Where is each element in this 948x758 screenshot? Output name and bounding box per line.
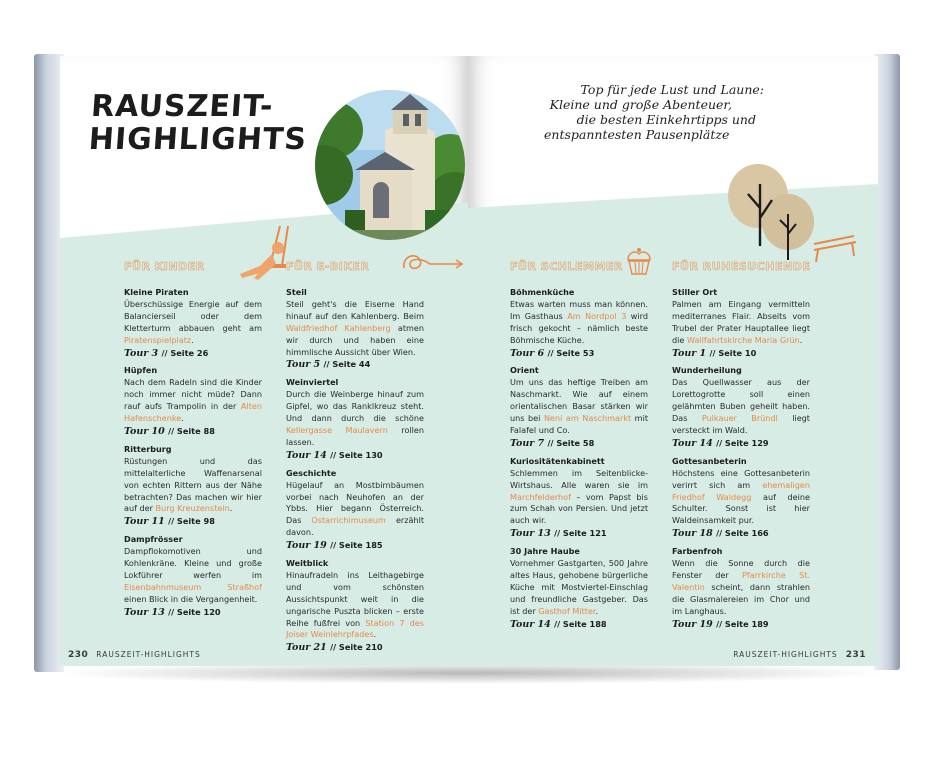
list-item [286,468,424,552]
left-page [60,56,468,666]
cupcake-icon [624,246,654,276]
entry-text: Etwas warten muss man können. Im Gasthaus Am Nordpol 3 wird frisch gekocht – nämlich beste Böhmische Küche. [510,298,648,345]
tour-reference: Tour 13 // Seite 120 [124,606,221,618]
column-kinder [124,283,262,619]
entry-text: Nach dem Radeln sind die Kinder noch immer nicht müde? Dann rauf aufs Trampolin in der Alten Hafenschenke. [124,377,262,424]
title-line-2: HIGHLIGHTS [87,122,309,157]
entry-title: Orient [510,365,539,376]
entry-text: Vornehmer Gastgarten, 500 Jahre altes Haus, gehobene bürgerliche Küche mit Mostviertel-Einschlag und freundliche Gastgeber. Das ist der Gasthof Mitter. [510,558,648,616]
place-link: Kellergasse Maulavern [286,424,388,435]
swing-child-icon [220,226,300,286]
right-page [468,56,878,666]
bicycle-swirl-icon [400,246,466,276]
list-item [510,365,648,449]
running-head-left: RAUSZEIT-HIGHLIGHTS [96,650,201,659]
page-title [88,90,311,156]
list-item [672,287,810,359]
list-item [124,534,262,618]
title-line-1: RAUSZEIT- [89,89,275,124]
list-item [124,444,262,528]
column-schlemmer [510,283,648,630]
tour-reference: Tour 3 // Seite 26 [124,347,209,359]
place-link: Alten Hafenschenke [124,401,262,424]
place-link: Eisenbahnmuseum Straßhof [124,581,262,592]
place-link: Marchfelderhof [510,491,571,502]
trees-bench-icon [726,164,876,274]
tagline [544,82,764,142]
tagline-line: Kleine und große Abenteuer, [549,97,732,112]
place-link: Station 7 des Joiser Weinlehrpfades [286,617,425,640]
column-heading-kinder: FÜR KINDER [124,260,205,273]
page-number-right: 231 [845,650,866,660]
page-number-left: 230 [68,650,89,660]
page-footer-right [733,650,874,660]
entry-text: Wenn die Sonne durch die Fenster der Pfarrkirche St. Valentin scheint, dann strahlen die Glasmalereien im Chor und im Langhaus. [672,558,810,616]
entry-title: Geschichte [286,467,337,478]
tour-reference: Tour 18 // Seite 166 [672,528,769,540]
list-item [510,287,648,359]
place-link: Am Nordpol 3 [567,310,627,321]
tour-reference: Tour 19 // Seite 189 [672,618,769,630]
tour-reference: Tour 14 // Seite 188 [510,618,607,630]
entry-title: Ritterburg [124,443,172,454]
tour-reference: Tour 19 // Seite 185 [286,540,383,552]
list-item [124,287,262,359]
list-item [510,456,648,540]
entry-title: Wunderheilung [672,365,742,376]
column-heading-schlemmer: FÜR SCHLEMMER [510,260,623,273]
column-heading-ebiker: FÜR E-BIKER [286,260,370,273]
entry-title: Böhmenküche [510,287,575,297]
tour-reference: Tour 6 // Seite 53 [510,347,595,359]
church-photo [315,90,465,240]
list-item [672,546,810,630]
entry-title: Weitblick [286,558,329,569]
entry-text: Überschüssige Energie auf dem Balancierseil oder dem Kletterturm abbauen geht am Piratenspielplatz. [124,298,262,345]
list-item [124,365,262,437]
tour-reference: Tour 14 // Seite 130 [286,449,383,461]
entry-text: Dampflokomotiven und Kohlenkräne. Kleine und große Lokführer werfen im Eisenbahnmuseum Straßhof einen Blick in die Vergangenheit. [124,546,262,604]
running-head-right: RAUSZEIT-HIGHLIGHTS [733,650,838,659]
entry-title: 30 Jahre Haube [510,546,580,557]
entry-title: Kuriositätenkabinett [510,455,605,466]
entry-title: Farbenfroh [672,546,723,557]
entry-text: Steil geht's die Eiserne Hand hinauf auf den Kahlenberg. Beim Waldfriedhof Kahlenberg atmen wir durch und haben eine himmlische Aussicht über Wien. [286,298,425,357]
column-ruhesuchende [672,283,810,630]
entry-text: Schlemmen im Seitenblicke-Wirtshaus. Alle waren sie im Marchfelderhof – vom Papst bis zum Schah von Persien. Und jetzt auch wir. [510,467,648,526]
place-link: Gasthof Mitter [538,605,596,616]
place-link: ehemaligen Friedhof Waldegg [672,479,810,502]
tagline-line: entspanntesten Pausenplätze [544,127,730,142]
tour-reference: Tour 21 // Seite 210 [286,642,383,654]
list-item [510,546,648,630]
tagline-line: Top für jede Lust und Laune: [580,82,764,97]
column-ebiker [286,283,424,654]
entry-title: Hüpfen [124,365,158,376]
place-link: Piratenspielplatz [124,334,192,345]
list-item [286,558,424,654]
entry-text: Hügelauf an Mostbirnbäumen vorbei nach Neuhofen an der Ybbs. Hier begann Österreich. Das Ostarrichimuseum erzählt davon. [286,479,425,538]
list-item [286,377,424,461]
place-link: Pfarrkirche St. Valentin [672,569,810,592]
tagline-line: die besten Einkehrtipps und [576,112,756,127]
church-photo-image [315,90,465,240]
tour-reference: Tour 7 // Seite 58 [510,437,595,449]
page-footer-left [60,650,201,660]
tour-reference: Tour 10 // Seite 88 [124,425,215,437]
place-link: Pulkauer Bründl [701,413,778,424]
list-item [672,456,810,540]
entry-title: Weinviertel [286,377,339,388]
entry-title: Gottesanbeterin [672,455,747,466]
entry-text: Palmen am Eingang vermitteln mediterranes Flair. Abseits vom Trubel der Prater Hauptallee liegt die Wallfahrtskirche Maria Grün. [672,298,810,345]
list-item [672,365,810,449]
column-heading-ruhesuchende: FÜR RUHESUCHENDE [672,260,811,273]
place-link: Burg Kreuzenstein [155,503,230,514]
place-link: Ostarrichimuseum [311,515,386,526]
tour-reference: Tour 14 // Seite 129 [672,437,769,449]
entry-text: Um uns das heftige Treiben am Naschmarkt. Wie auf einem orientalischen Basar stärken wir uns bei Neni am Naschmarkt mit Falafel und Co. [510,377,648,435]
place-link: Waldfriedhof Kahlenberg [286,322,391,333]
entry-text: Höchstens eine Gottesanbeterin verirrt sich am ehemaligen Friedhof Waldegg auf deine Schulter. Sonst ist hier Waldeinsamkeit pur. [672,467,811,526]
list-item [286,287,424,371]
entry-text: Rüstungen und das mittelalterliche Waffenarsenal von echten Rittern aus der Nähe betrachten? Das machen wir hier auf der Burg Kreuzenstein. [124,455,262,514]
tour-reference: Tour 5 // Seite 44 [286,359,371,371]
place-link: Neni am Naschmarkt [543,413,632,424]
entry-text: Hinaufradeln ins Leithagebirge und vom schönsten Aussichtspunkt weit in die ungarische Puszta blicken – erste Reihe fußfrei von Station 7 des Joiser Weinlehrpfades. [286,569,425,640]
entry-title: Dampfrösser [124,534,183,545]
tour-reference: Tour 11 // Seite 98 [124,516,215,528]
tour-reference: Tour 1 // Seite 10 [672,347,757,359]
tour-reference: Tour 13 // Seite 121 [510,528,607,540]
entry-text: Durch die Weinberge hinauf zum Gipfel, wo das Ranklkreuz steht. Und dann durch die schöne Kellergasse Maulavern rollen lassen. [286,389,424,447]
place-link: Wallfahrtskirche Maria Grün [686,334,800,345]
entry-title: Kleine Piraten [124,287,189,297]
entry-text: Das Quellwasser aus der Lorettogrotte soll einen gelähmten Buben geheilt haben. Das Pulkauer Bründl liegt versteckt im Wald. [672,377,810,435]
entry-title: Steil [286,287,307,297]
entry-title: Stiller Ort [672,287,718,297]
